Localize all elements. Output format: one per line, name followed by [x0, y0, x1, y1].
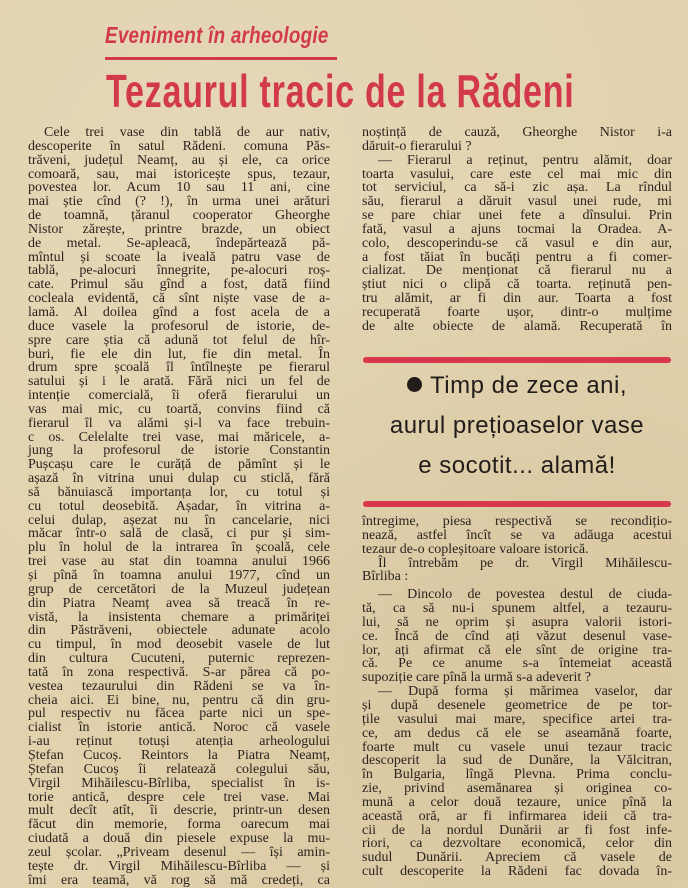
text-line: că. Pe ce anume s-a întemeiat această — [362, 656, 672, 672]
text-line: tot serviciul, ca să-i zic așa. La rîndul — [362, 180, 672, 196]
text-line: — Fierarul a reținut, pentru alămit, doar — [378, 152, 672, 168]
text-line: Cele trei vase din tablă de aur nativ, — [44, 125, 330, 140]
text-line: vas mai mic, cu toartă, convins fiind că — [28, 401, 330, 417]
text-line: jung la profesorul de istorie Constantin — [28, 443, 330, 459]
red-divider-bottom — [363, 501, 671, 507]
text-line: tru alămit, ar fi din aur. Toarta a fost — [362, 291, 672, 307]
text-line: — După forma și mărimea vaselor, dar — [378, 684, 672, 700]
text-line: cii de la nordul Dunării ar fi fost infe- — [362, 822, 672, 838]
text-line: drum spre școală îl întîlnește pe fierarul — [28, 360, 330, 376]
text-line: riori, ca dezvoltare economică, celor din — [362, 836, 672, 852]
text-line: torie antică, despre cele trei vase. Mai — [28, 789, 330, 805]
text-line: său, fierarul a dăruit vasul unei rude, mi — [362, 194, 672, 210]
paragraph — [362, 154, 672, 334]
text-line: descoperit la sud de Dunăre, la Vălcitran, — [362, 753, 672, 769]
text-line: lui, să ne oprim și asupra valorii istori- — [362, 614, 672, 630]
text-line: fată, vasul a ajuns tocmai la Oradea. A- — [362, 221, 672, 237]
text-line: vestea tezaurului din Rădeni se va în- — [28, 678, 330, 694]
text-line: plu în holul de la intrarea în școală, cele — [28, 540, 330, 556]
text-line: descoperite în satul Rădeni. comuna Păs- — [28, 138, 330, 154]
text-line: Virgil Mihăilescu-Bîrliba, specialist în is- — [28, 775, 330, 791]
paragraph — [362, 126, 672, 154]
text-line: în Bulgaria, lîngă Plevna. Prima conclu- — [362, 767, 672, 783]
paragraph — [362, 584, 672, 685]
text-line: cu timpul, în mod deosebit vasele de lut — [28, 637, 330, 653]
text-line: zeul școlar. „Priveam desenul — își amin- — [28, 844, 330, 860]
text-line: Ștefan Cucoș. Reintors la Piatra Neamț, — [28, 747, 330, 763]
text-line: și după desenele geometrice de pe tor- — [362, 697, 672, 713]
highlight-line: aurul prețioaselor vase — [389, 412, 645, 439]
text-line: nează, astfel încît se va adăuga acestui — [362, 527, 672, 543]
bullet-dot-icon — [407, 377, 422, 392]
text-line: a fost tăiat în bucăți pentru a fi comer- — [362, 249, 672, 265]
text-line: mîntul și scoate la iveală patru vase de — [28, 249, 330, 265]
text-line: lor, ați afirmat că ele sînt de origine tra- — [362, 642, 672, 658]
text-line: pul respectiv nu făcea parte nici un spe- — [28, 706, 330, 722]
text-line: intenție comercială, îi oferă fierarului un — [28, 388, 330, 404]
text-line: fierarul îl va alămi și-l va face trebuin- — [28, 415, 330, 431]
text-line: de toamnă, țăranul cooperator Gheorghe — [28, 208, 330, 224]
highlight-line: e socotit... alamă! — [418, 452, 616, 479]
text-line: Ștefan Cucoș îi relatează colegului său, — [28, 761, 330, 777]
paragraph — [362, 557, 672, 585]
text-line: mună a celor două tezaure, unice pînă la — [362, 794, 672, 810]
text-line: toarta vasului, care este cel mai mic din — [362, 166, 672, 182]
text-line: Pușcașu care le curăță de pămînt și le — [28, 457, 330, 473]
section-kicker: Eveniment în arheologie — [105, 22, 329, 48]
text-line: cializat. De menționat că fierarul nu a — [362, 263, 672, 279]
text-line: și pînă în toamna anului 1977, cînd un — [28, 568, 330, 583]
text-line: foarte mult cu vasele unui tezaur tracic — [362, 739, 672, 755]
text-line: de metal. Se-apleacă, îndepărtează pă- — [28, 235, 330, 251]
text-line: cult descoperite la Rădeni fac dovada în- — [362, 864, 672, 880]
text-line: lamă. Al doilea gînd a fost acela de a — [28, 304, 330, 320]
text-line: cate. Primul său gînd a fost, dată fiind — [28, 277, 330, 293]
text-line: cheia aici. Ei bine, nu, pentru că din gru- — [28, 692, 330, 708]
text-line: grup de cercetători de la Muzeul județean — [28, 581, 330, 597]
red-divider-top — [363, 357, 671, 363]
text-line: trei vase au stat din toamna anului 1966 — [28, 554, 330, 570]
paragraph — [28, 126, 330, 887]
article-title: Tezaurul tracic de la Rădeni — [106, 65, 575, 117]
text-line: cu totul deosebită. Așadar, în vitrina a- — [28, 498, 330, 514]
text-line: c os. Celelalte trei vase, mai măricele, a- — [28, 429, 330, 445]
text-line: recuperată foarte ușor, dintr-o mulțime — [362, 304, 672, 320]
text-line: buri, fie ele din lut, fie din metal. În — [28, 346, 330, 362]
text-line: colo, descoperindu-se că vasul e din aur, — [362, 235, 672, 251]
text-line: așază în vitrina unui dulap cu sticlă, fără — [28, 471, 330, 487]
kicker-underline — [105, 57, 337, 60]
text-line: mai știe cînd (? !), în urma unei arături — [28, 194, 330, 210]
paragraph — [362, 685, 672, 879]
left-column — [28, 126, 330, 887]
text-line: din cultura Cucuteni, puternic reprezen- — [28, 651, 330, 667]
text-line: tablă, pe-alocuri înnegrite, pe-alocuri roș- — [28, 263, 330, 279]
paragraph — [362, 515, 672, 557]
text-line: Îl întrebăm pe dr. Virgil Mihăilescu- — [378, 555, 672, 571]
text-line: măcar într-o sală de clasă, ci pur și sim- — [28, 526, 330, 542]
text-line: tată în zona respectivă. S-ar părea că po- — [28, 664, 330, 680]
text-line: țile vasului mai mare, specifice artei tra- — [362, 711, 672, 727]
text-line: să bănuiască importanța lor, cu totul și — [28, 484, 330, 500]
text-line: sudul Dunării. Apreciem că vasele de — [362, 850, 672, 866]
text-line: spre care știa că adună tot felul de hîr- — [28, 332, 330, 348]
text-line: întregime, piesa respectivă se recondițio- — [362, 514, 672, 529]
highlight-text: Timp de zece ani, — [429, 372, 628, 399]
text-line: satului și i le arată. Fără nici un fel de — [28, 374, 330, 390]
text-line: se pare chiar unei fete a dînsului. Prin — [362, 208, 672, 224]
text-line: cocleala evidentă, că sînt niște vase de a- — [28, 291, 330, 307]
text-line: făcut din memorie, forma oarecum mai — [28, 817, 330, 833]
right-column-bottom — [362, 515, 672, 879]
text-line: de alte obiecte de alamă. Recuperată în — [362, 318, 672, 334]
highlight-line — [362, 366, 672, 406]
text-line: duce vasele la profesorul de istorie, de- — [28, 318, 330, 334]
text-line: ce, am dedus că ele se aseamănă foarte, — [362, 725, 672, 741]
text-line: noștință de cauză, Gheorghe Nistor i-a — [362, 125, 672, 140]
text-line: cialist în istorie antică. Noroc că vasele — [28, 720, 330, 736]
text-line: comoară, sau, mai istoricește spus, tezaur, — [28, 166, 330, 182]
text-line: tește dr. Virgil Mihăilescu-Bîrliba — și — [28, 858, 330, 874]
text-line: — Dincolo de povestea destul de ciuda- — [378, 587, 672, 603]
text-line: îmi era teamă, vă rog să mă credeți, ca — [28, 872, 330, 888]
text-line: Bîrliba : — [362, 569, 409, 585]
text-line: din Piatra Neamț avea să treacă în re- — [28, 595, 330, 611]
text-line: din Păstrăveni, obiectele adunate acolo — [28, 623, 330, 639]
right-column-top — [362, 126, 672, 334]
text-line: povestea lor. Acum 10 sau 11 ani, cine — [28, 180, 330, 196]
text-line: Nistor zărește, printre brazde, un obiect — [28, 221, 330, 237]
text-line: trăveni, județul Neamț, au și ele, ca orice — [28, 152, 330, 168]
text-line: i-au reținut totuși atenția arheologului — [28, 734, 330, 750]
text-line: tezaur de-o copleșitoare valoare istorică. — [362, 541, 589, 557]
highlight-box — [362, 366, 672, 486]
text-line: tă, ca să nu-i spunem altfel, a tezauru- — [362, 601, 672, 617]
text-line: ce. Încă de cînd ați văzut desenul vase- — [362, 628, 672, 644]
text-line: zie, privind asemănarea și originea co- — [362, 781, 672, 797]
text-line: ciudată a două din piesele expuse la mu- — [28, 831, 330, 847]
text-line: supoziție care pînă la urmă s-a adeverit ? — [362, 670, 591, 686]
text-line: știut nici o clipă că toarta. reținută pen- — [362, 277, 672, 293]
text-line: vistă, la insistenta chemare a primăriței — [28, 609, 330, 625]
text-line: această oră, ar fi infirmarea ideii că tra- — [362, 808, 672, 824]
text-line: dăruit-o fierarului ? — [362, 138, 472, 154]
text-line: celui dulap, așezat nu în cancelarie, nici — [28, 512, 330, 528]
text-line: mult decît atît, îi descrie, printr-un desen — [28, 803, 330, 819]
